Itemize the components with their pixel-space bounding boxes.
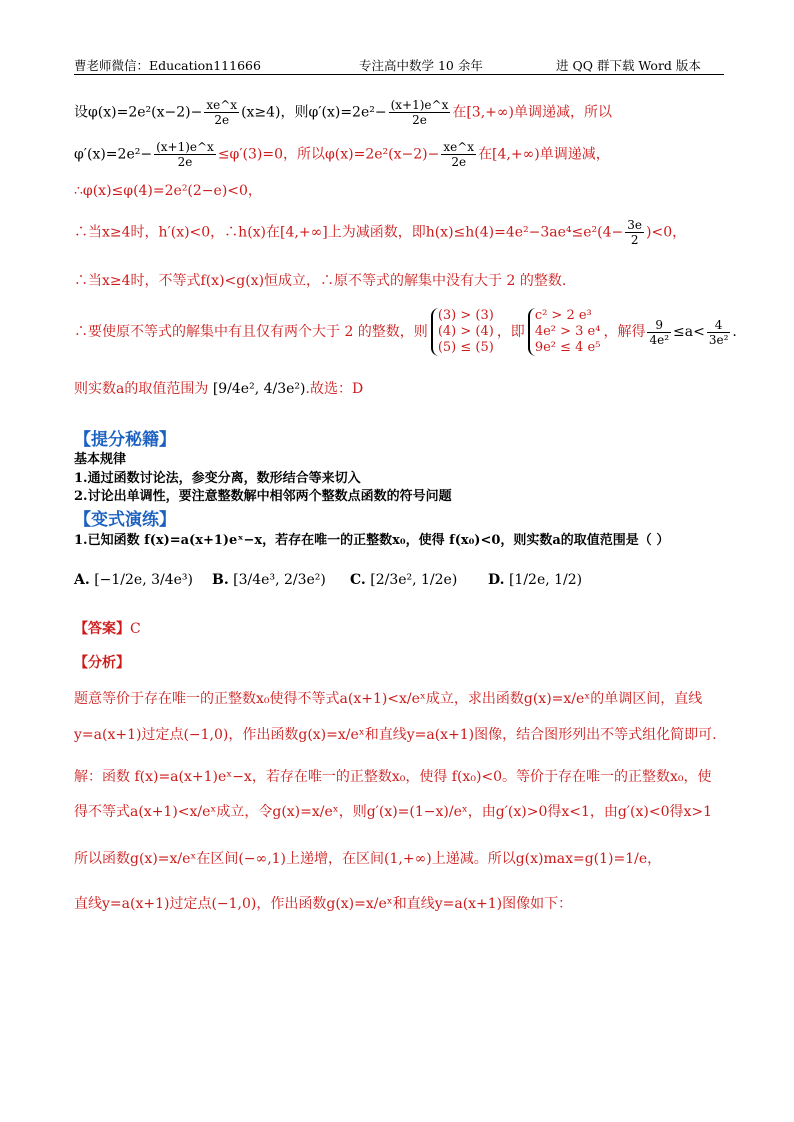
proof-line-2: φ′(x)=2e²− $\frac{(x+1)e\^{}x}{2e}$ ≤φ′(3)=0，所以φ(x)=2e²(x−2)− $\frac{xe\^{}x}{2e}$ 在[4,+∞)单调递减，: [74, 140, 610, 169]
proof-line-7: 则实数a的取值范围为 [9/4e², 4/3e²).故选：D: [74, 381, 364, 397]
proof-line-1: 设φ(x)=2e²(x−2)− $\frac{xe\^{}x}{2e}$ (x≥4)，则φ′(x)=2e²− $\frac{(x+1)e\^{}x}{2e}$ 在[3,+∞)单调递减，所以: [74, 98, 613, 127]
header-center: 专注高中数学 10 余年: [359, 58, 483, 73]
tips-item-2: 2.讨论出单调性，要注意整数解中相邻两个整数点函数的符号问题: [74, 489, 452, 504]
tips-subtitle: 基本规律: [74, 452, 127, 467]
system-1: (3) > (3) (4) > (4) (5) ≤ (5): [431, 308, 494, 356]
analysis-tag: 【分析】: [74, 655, 130, 671]
range-interval: [9/4e², 4/3e²): [212, 381, 306, 397]
tips-item-1: 1.通过函数讨论法，参变分离，数形结合等来切入: [74, 471, 361, 486]
option-a: A. [−1/2e, 3/4e³): [74, 572, 194, 588]
system-2: c² > 2 e³ 4e² > 3 e⁴ 9e² ≤ 4 e⁵: [528, 308, 601, 356]
answer-line: 【答案】C: [74, 621, 141, 637]
header-left: 曹老师微信：Education111666: [74, 58, 261, 73]
solution-line-3: 所以函数g(x)=x/eˣ在区间(−∞,1)上递增，在区间(1,+∞)上递减。所以g(x)max=g(1)=1/e，: [74, 851, 662, 867]
proof-line-4: ∴当x≥4时，h′(x)<0，∴h(x)在[4,+∞]上为减函数，即h(x)≤h(4)=4e²−3ae⁴≤e²(4− $\frac{3e}{2}$ )<0，: [74, 218, 687, 247]
analysis-line-2: y=a(x+1)过定点(−1,0)，作出函数g(x)=x/eˣ和直线y=a(x+1)图像，结合图形列出不等式组化简即可.: [74, 727, 717, 743]
practice-title: 【变式演练】: [74, 510, 176, 530]
solution-line-1: 解：函数 f(x)=a(x+1)eˣ−x，若存在唯一的正整数x₀，使得 f(x₀)<0。等价于存在唯一的正整数x₀，使: [74, 769, 712, 785]
solution-line-4: 直线y=a(x+1)过定点(−1,0)，作出函数g(x)=x/eˣ和直线y=a(x+1)图像如下：: [74, 896, 573, 912]
tips-title: 【提分秘籍】: [74, 430, 176, 450]
proof-line-6: ∴要使原不等式的解集中有且仅有两个大于 2 的整数，则 (3) > (3) (4) > (4) (5) ≤ (5) ，即 c² > 2 e³ 4e² > 3 e⁴ 9e² ≤ 4 e⁵ ，解得 $\frac{9}{\text{4e²}}$ ≤a< $\frac{4}{\text{3e²}}$ .: [74, 308, 737, 355]
header-right: 进 QQ 群下载 Word 版本: [556, 58, 701, 73]
page-header: [74, 56, 724, 75]
proof-line-5: ∴当x≥4时，不等式f(x)<g(x)恒成立，∴原不等式的解集中没有大于 2 的整数.: [74, 273, 567, 289]
proof-line-3: ∴φ(x)≤φ(4)=2e²(2−e)<0，: [74, 183, 262, 199]
solution-line-2: 得不等式a(x+1)<x/eˣ成立，令g(x)=x/eˣ，则g′(x)=(1−x)/eˣ，由g′(x)>0得x<1，由g′(x)<0得x>1: [74, 804, 713, 820]
option-d: D. [1/2e, 1/2): [488, 572, 583, 588]
option-b: B. [3/4e³, 2/3e²): [212, 572, 326, 588]
question-1: 1.已知函数 f(x)=a(x+1)eˣ−x，若存在唯一的正整数x₀，使得 f(x₀)<0，则实数a的取值范围是（ ）: [74, 533, 670, 548]
analysis-line-1: 题意等价于存在唯一的正整数x₀使得不等式a(x+1)<x/eˣ成立，求出函数g(x)=x/eˣ的单调区间，直线: [74, 691, 703, 707]
option-c: C. [2/3e², 1/2e): [350, 572, 458, 588]
